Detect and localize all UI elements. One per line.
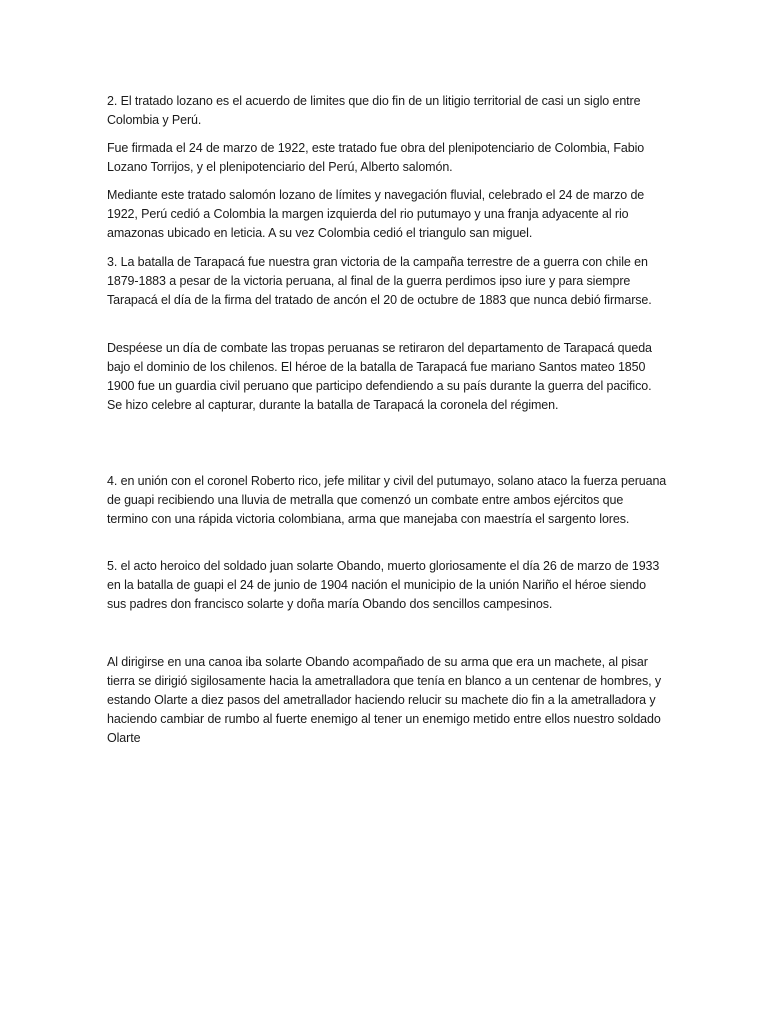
paragraph-8-acto-heroico: Al dirigirse en una canoa iba solarte Obando acompañado de su arma que era un machete, al pisar tierra se dirigió sigilosamente hacia la ametralladora que tenía en blanco a un centenar de hombres, y estando Olarte a diez pasos del ametrallador haciendo relucir su machete dio fin a la ametralladora y haciendo cambiar de rumbo al fuerte enemigo al tener un enemigo metido entre ellos nuestro soldado Olarte: [107, 655, 662, 745]
paragraph-1-tratado-lozano: 2. El tratado lozano es el acuerdo de limites que dio fin de un litigio territorial de casi un siglo entre Colombia y Perú.: [107, 94, 641, 127]
paragraph-2-firma-tratado: Fue firmada el 24 de marzo de 1922, este tratado fue obra del plenipotenciario de Colombia, Fabio Lozano Torrijos, y el plenipotenciario del Perú, Alberto salomón.: [107, 141, 645, 174]
paragraph-4-batalla-tarapaca: 3. La batalla de Tarapacá fue nuestra gran victoria de la campaña terrestre de a guerra con chile en 1879-1883 a pesar de la victoria peruana, al final de la guerra perdimos ipso iure y para siempre Tarapacá el día de la firma del tratado de ancón el 20 de octubre de 1883 que nunca debió firmarse.: [107, 255, 652, 307]
paragraph-7-soldado-juan-solarte: 5. el acto heroico del soldado juan solarte Obando, muerto gloriosamente el día 26 de marzo de 1933 en la batalla de guapi el 24 de junio de 1904 nación el municipio de la unión Nariño el héroe siendo sus padres don francisco solarte y doña maría Obando dos sencillos campesinos.: [107, 559, 660, 611]
paragraph-6-combate-guapi: 4. en unión con el coronel Roberto rico, jefe militar y civil del putumayo, solano ataco la fuerza peruana de guapi recibiendo una lluvia de metralla que comenzó un combate entre ambos ejércitos que termino con una rápida victoria colombiana, arma que manejaba con maestría el sargento lores.: [107, 474, 667, 526]
paragraph-5-heroe-tarapaca: Despéese un día de combate las tropas peruanas se retiraron del departamento de Tarapacá queda bajo el dominio de los chilenos. El héroe de la batalla de Tarapacá fue mariano Santos mateo 1850 1900 fue un guardia civil peruano que participo defendiendo a su país durante la guerra del pacifico. Se hizo celebre al capturar, durante la batalla de Tarapacá la coronela del régimen.: [107, 341, 652, 412]
paragraph-3-cesion-territorial: Mediante este tratado salomón lozano de límites y navegación fluvial, celebrado el 24 de marzo de 1922, Perú cedió a Colombia la margen izquierda del rio putumayo y una franja adyacente al rio amazonas ubicado en leticia. A su vez Colombia cedió el triangulo san miguel.: [107, 188, 645, 240]
